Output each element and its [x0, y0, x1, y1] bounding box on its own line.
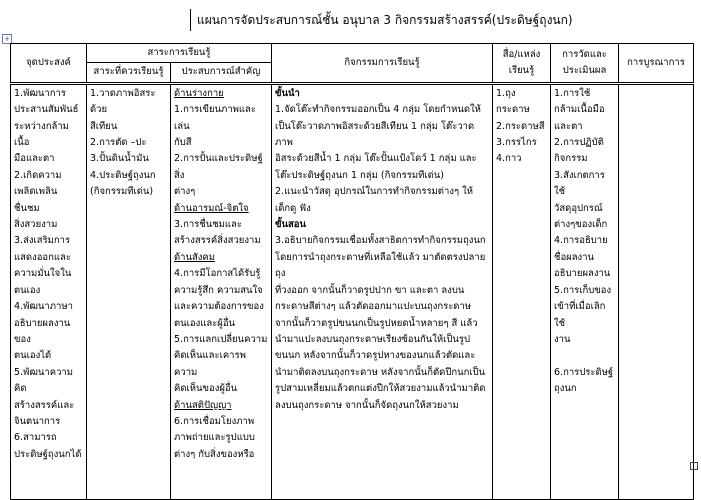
content-line: 2.การตัด –ปะ	[90, 137, 147, 149]
evaluation-line: ถุงนก	[554, 383, 577, 395]
experience-line: คิดเห็นของผู้อื่น	[174, 383, 238, 395]
evaluation-cell	[551, 83, 619, 499]
activity-line: จากนั้นก็วาดรูปขนนกเป็นรูปหยดน้ำหลายๆ สี แล้ว	[275, 317, 478, 329]
activity-line: เด็กดู ฟัง	[275, 202, 311, 214]
objective-line: 5.พัฒนาความคิด	[14, 366, 74, 395]
objective-line: แสดงออกและ	[14, 251, 71, 263]
header-content: สาระการเรียนรู้	[87, 44, 272, 63]
activity-line: รูปสามเหลี่ยมแล้วตกแต่งปีกให้สวยงามแล้วนำมาติด	[275, 383, 486, 395]
evaluation-line: 4.การอธิบาย	[554, 235, 608, 247]
experience-line: ด้านร่างกาย	[174, 87, 224, 99]
objective-line: 6.สามารถ	[14, 432, 57, 444]
content-line: 1.วาดภาพอิสระด้วย	[90, 87, 156, 116]
experience-line: 2.การปั้นและประดิษฐ์สิ่ง	[174, 153, 263, 181]
experience-line: ด้านสติปัญญา	[174, 399, 232, 411]
content-line: 4.ประดิษฐ์ถุงนก	[90, 169, 156, 181]
experience-line: และความต้องการของ	[174, 301, 264, 313]
content-should-learn-cell	[87, 83, 171, 499]
experience-line: คิดเห็นและเคารพความ	[174, 350, 246, 378]
evaluation-line: 2.การปฏิบัติ	[554, 137, 604, 149]
evaluation-line: อธิบายผลงาน	[554, 268, 611, 280]
content-line: 3.ปั้นดินน้ำมัน	[90, 153, 149, 165]
media-line: 1.ถุงกระดาษ	[496, 87, 530, 116]
experience-line: ภาพถ่ายและรูปแบบ	[174, 432, 255, 444]
objective-line: 1.พัฒนาการ	[14, 87, 66, 99]
evaluation-line: งาน	[554, 333, 571, 345]
evaluation-line: 5.การเก็บของ	[554, 284, 612, 296]
objective-line: ตนเอง	[14, 284, 41, 296]
evaluation-line: 3.สังเกตการใช้	[554, 169, 605, 198]
lesson-plan-table	[10, 43, 694, 500]
header-media-line2: เรียนรู้	[508, 64, 535, 76]
objectives-cell	[11, 83, 87, 499]
media-line: 3.กรรไกร	[496, 137, 537, 149]
objective-line: อธิบายผลงานของ	[14, 317, 71, 345]
activity-line: โดยการนำถุงกระดาษที่เหลือใช้แล้ว มาตัดตรงปลายถุง	[275, 251, 486, 280]
objective-line: 2.เกิดความ	[14, 169, 62, 181]
experience-line: กับสี	[174, 137, 192, 149]
objective-line: มือและตา	[14, 153, 55, 165]
experience-line: ความรู้สึก ความสนใจ	[174, 284, 263, 296]
evaluation-line: และตา	[554, 120, 583, 132]
experience-line: 3.การชื่นชมและ	[174, 219, 242, 231]
experience-line: ด้านอารมณ์-จิตใจ	[174, 202, 249, 214]
document-title: แผนการจัดประสบการณ์ชั้น อนุบาล 3 กิจกรรมสร้างสรรค์(ประดิษฐ์ถุงนก)	[190, 9, 507, 31]
header-evaluation-line1: การวัดและ	[562, 48, 607, 60]
table-resize-handle-icon[interactable]	[690, 462, 698, 470]
evaluation-line: ต่างๆของเด็ก	[554, 219, 608, 231]
experience-line: ต่างๆ	[174, 186, 196, 198]
header-media	[493, 44, 551, 84]
activity-line: นำมาแปะลงบนถุงกระดาษเรียงซ้อนกันให้เป็นรูป	[275, 333, 471, 345]
activity-line: 1.จัดโต๊ะทำกิจกรรมออกเป็น 4 กลุ่ม โดยกำหนดให้	[275, 104, 481, 116]
objective-line: จินตนาการ	[14, 415, 61, 427]
evaluation-line: กิจกรรม	[554, 153, 588, 165]
objective-line: ความมั่นใจใน	[14, 268, 72, 280]
objective-line: ประสานสัมพันธ์	[14, 104, 79, 116]
table-move-handle-icon[interactable]: +	[2, 34, 12, 44]
activity-line: ขั้นนำ	[275, 87, 300, 99]
header-evaluation	[551, 44, 619, 84]
evaluation-line: วัสดุอุปกรณ์	[554, 202, 603, 214]
experience-line: ตนเองและผู้อื่น	[174, 317, 236, 329]
activity-line: นำมาติดลงบนถุงกระดาษ หลังจากนั้นก็ตัดปีกนกเป็น	[275, 366, 486, 378]
activity-line: ที่วงออก จากนั้นก็วาดรูปปาก ขา และตา ลงบน	[275, 284, 465, 296]
activity-line: ลงบนถุงกระดาษ จากนั้นก็จัดถุงนกให้สวยงาม	[275, 399, 459, 411]
media-cell	[493, 83, 551, 499]
header-activities: กิจกรรมการเรียนรู้	[272, 44, 493, 84]
evaluation-line: กล้ามเนื้อมือ	[554, 104, 605, 116]
activity-line: 3.อธิบายกิจกรรมเชื่อมทั้งสาธิตการทำกิจกรรมถุงนก	[275, 235, 486, 247]
activity-line: โต๊ะประดิษฐ์ถุงนก 1 กลุ่ม (กิจกรรมทีเด่น)	[275, 169, 444, 181]
content-line: สีเทียน	[90, 120, 118, 132]
experience-line: 1.การเขียนภาพและเล่น	[174, 104, 256, 132]
activities-cell	[272, 83, 493, 499]
activity-line: 2.แนะนำวัสดุ อุปกรณ์ในการทำกิจกรรมต่างๆ ให้	[275, 186, 473, 198]
content-line: (กิจกรรมทีเด่น)	[90, 186, 154, 198]
experience-line: ต่างๆ กับสิ่งของหรือ	[174, 448, 255, 460]
evaluation-line	[554, 348, 615, 364]
objective-line: ประดิษฐ์ถุงนกได้	[14, 448, 82, 460]
key-experiences-cell	[171, 83, 272, 499]
media-line: 4.กาว	[496, 153, 522, 165]
header-media-line1: สื่อ/แหล่ง	[502, 48, 541, 60]
activity-line: เป็นโต๊ะวาดภาพอิสระด้วยสีเทียน 1 กลุ่ม โต๊ะวาดภาพ	[275, 120, 475, 149]
media-line: 2.กระดาษสี	[496, 120, 545, 132]
experience-line: ด้านสังคม	[174, 251, 216, 263]
integration-cell	[619, 83, 694, 499]
objective-line: ตนเองได้	[14, 350, 52, 362]
evaluation-line: 6.การประดิษฐ์	[554, 366, 614, 378]
activity-line: ขนนก หลังจากนั้นก็วาดรูปหางของนกแล้วตัดและ	[275, 350, 476, 362]
header-key-experiences: ประสบการณ์สำคัญ	[171, 63, 272, 83]
objective-line: 3.ส่งเสริมการ	[14, 235, 71, 247]
activity-line: ขั้นสอน	[275, 219, 307, 231]
objective-line: 4.พัฒนาภาษา	[14, 301, 73, 313]
header-integration: การบูรณาการ	[619, 44, 694, 84]
activity-line: กระดาษสีต่างๆ แล้วตัดออกมาแปะบนถุงกระดาษ	[275, 301, 472, 313]
experience-line: 6.การเชื่อมโยงภาพ	[174, 415, 255, 427]
header-objectives: จุดประสงค์	[11, 44, 87, 84]
objective-line: สิ่งสวยงาม	[14, 219, 58, 231]
objective-line: เพลิดเพลิน ชื่นชม	[14, 186, 58, 214]
experience-line: 5.การแลกเปลี่ยนความ	[174, 333, 268, 345]
evaluation-line: เข้าที่เมื่อเลิกใช้	[554, 301, 606, 329]
evaluation-line: 1.การใช้	[554, 87, 591, 99]
header-content-should-learn: สาระที่ควรเรียนรู้	[87, 63, 171, 83]
objective-line: สร้างสรรค์และ	[14, 399, 75, 411]
activity-line: อิสระด้วยสีน้ำ 1 กลุ่ม โต๊ะปั้นแป้งโดว์ 1 กลุ่ม และ	[275, 153, 477, 165]
experience-line: สร้างสรรค์สิ่งสวยงาม	[174, 235, 261, 247]
header-evaluation-line2: ประเมินผล	[562, 64, 607, 76]
experience-line: 4.การมีโอกาสได้รับรู้	[174, 268, 261, 280]
objective-line: ระหว่างกล้ามเนื้อ	[14, 120, 69, 149]
evaluation-line: ชื่อผลงาน	[554, 251, 595, 263]
